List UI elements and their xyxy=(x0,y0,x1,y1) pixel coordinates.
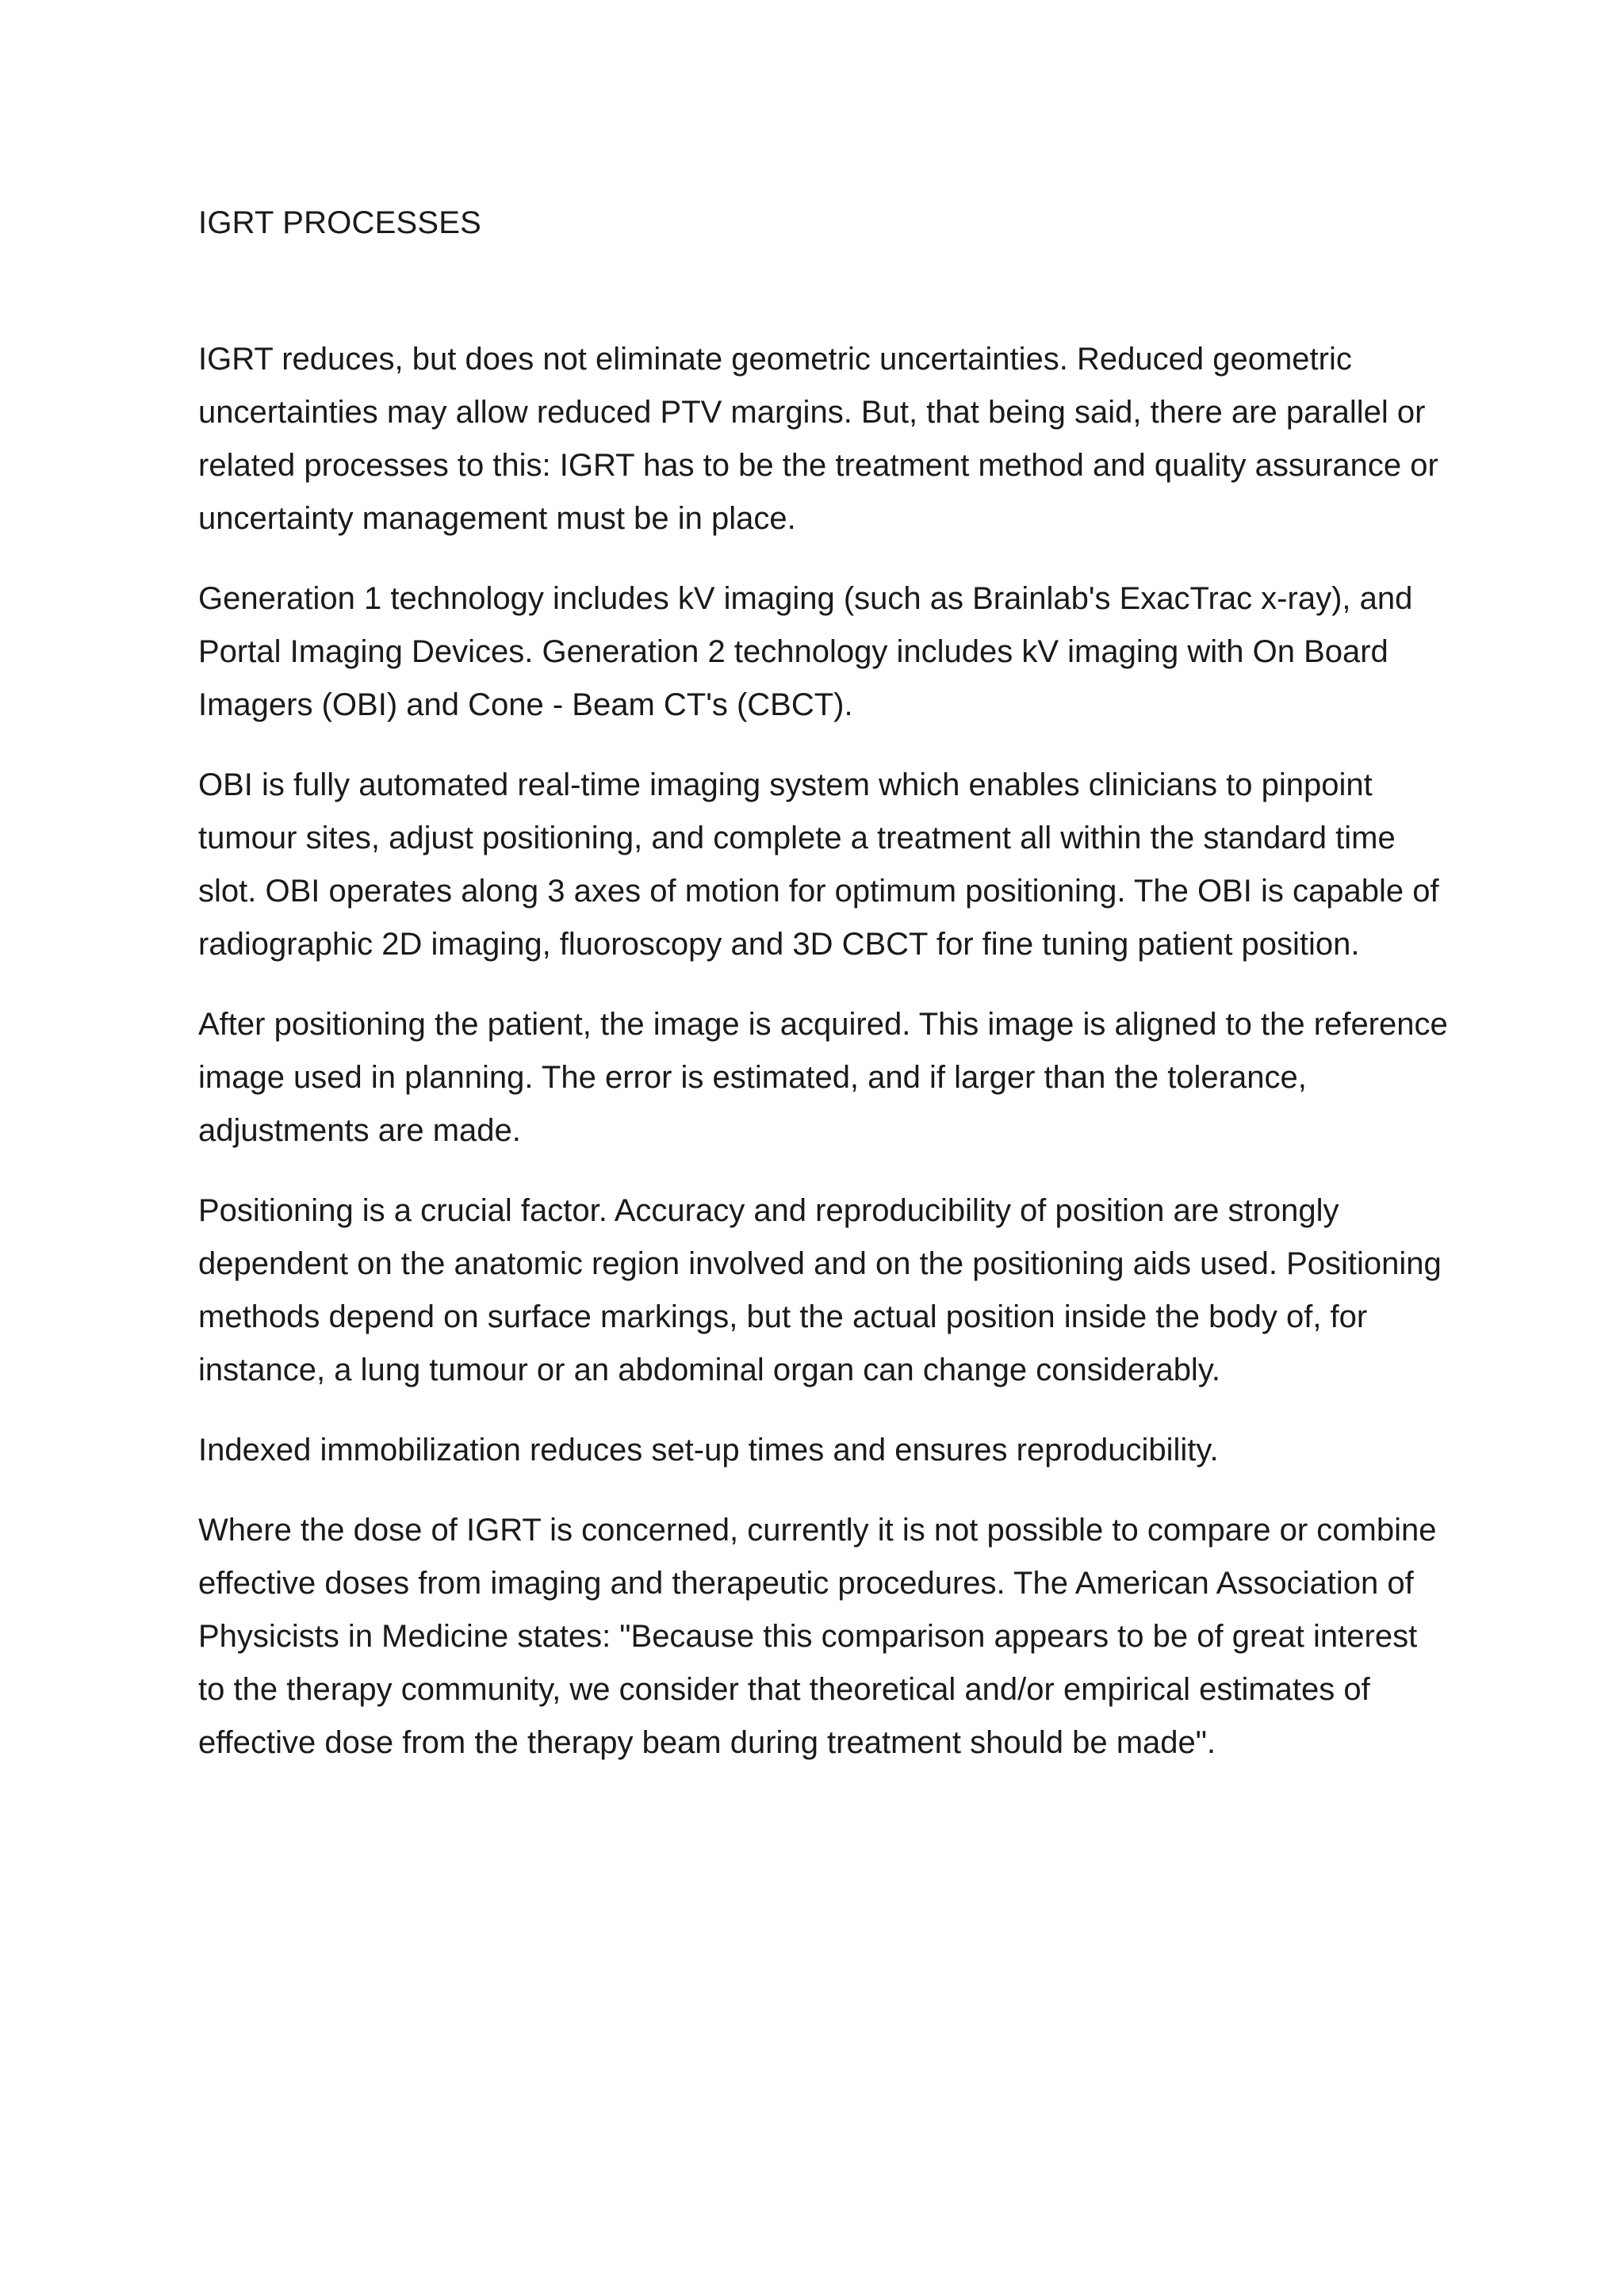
paragraph-immobilization: Indexed immobilization reduces set-up times and ensures reproducibility. xyxy=(198,1433,1219,1468)
paragraph-obi-description: OBI is fully automated real-time imaging system which enables clinicians to pinpoint tumour sites, adjust positioning, and complete a treatment all within the standard time slot. OBI operates along 3 axes of motion for optimum positioning. The OBI is capable of radiographic 2D imaging, fluoroscopy and 3D CBCT for fine tuning patient position. xyxy=(198,767,1439,962)
paragraph-technology-generations: Generation 1 technology includes kV imaging (such as Brainlab's ExacTrac x-ray), and Portal Imaging Devices. Generation 2 technology includes kV imaging with On Board Imagers (OBI) and Cone - Beam CT's (CBCT). xyxy=(198,581,1413,722)
paragraph-positioning: Positioning is a crucial factor. Accuracy and reproducibility of position are strongly dependent on the anatomic region involved and on the positioning aids used. Positioning methods depend on surface markings, but the actual position inside the body of, for instance, a lung tumour or an abdominal organ can change considerably. xyxy=(198,1193,1442,1387)
paragraph-igrt-dose: Where the dose of IGRT is concerned, currently it is not possible to compare or combine effective doses from imaging and therapeutic procedures. The American Association of Physicists in Medicine states: "Because this comparison appears to be of great interest to the therapy community, we consider that theoretical and/or empirical estimates of effective dose from the therapy beam during treatment should be made". xyxy=(198,1513,1437,1760)
document-body xyxy=(198,198,1451,1797)
paragraph-igrt-uncertainties: IGRT reduces, but does not eliminate geometric uncertainties. Reduced geometric uncertainties may allow reduced PTV margins. But, that being said, there are parallel or related processes to this: IGRT has to be the treatment method and quality assurance or uncertainty management must be in place. xyxy=(198,342,1438,536)
paragraph-image-alignment: After positioning the patient, the image is acquired. This image is aligned to the reference image used in planning. The error is estimated, and if larger than the tolerance, adjustments are made. xyxy=(198,1007,1448,1148)
document-heading: IGRT PROCESSES xyxy=(198,205,481,240)
